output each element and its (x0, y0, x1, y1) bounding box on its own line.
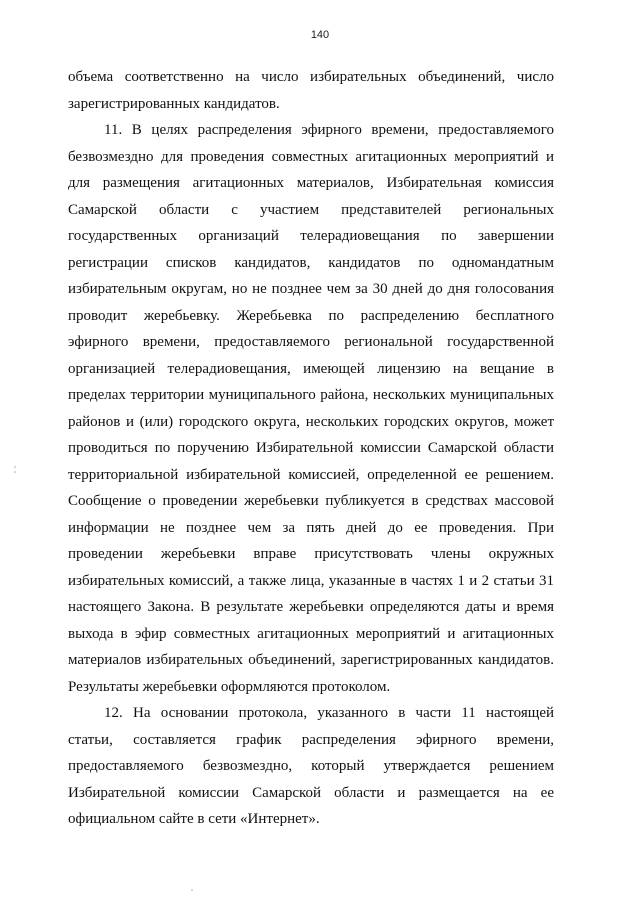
text-line: регистрации списков кандидатов, кандидатов по одномандатным (68, 254, 554, 271)
text-line: избирательным округам, но не позднее чем за 30 дней до дня голосования (68, 281, 554, 297)
text-line: Сообщение о проведении жеребьевки публикуется в средствах массовой (68, 493, 554, 509)
text-line: эфирного времени, предоставляемого региональной государственной (68, 334, 554, 350)
text-line: выхода в эфир совместных агитационных мероприятий и агитационных (68, 625, 554, 642)
paragraph (68, 117, 554, 700)
scan-speck (14, 471, 16, 473)
text-line: информации не позднее чем за пять дней до ее проведения. При (68, 519, 554, 536)
text-line: предоставляемого безвозмездно, который утверждается решением (68, 758, 554, 774)
text-line: организацией телерадиовещания, имеющей лицензию на вещание в (68, 360, 554, 377)
text-line: зарегистрированных кандидатов. (68, 95, 280, 112)
text-line: для размещения агитационных материалов, Избирательная комиссия (68, 175, 554, 191)
text-line: объема соответственно на число избирательных объединений, число (68, 69, 554, 85)
scan-speck (14, 466, 16, 468)
text-line: Результаты жеребьевки оформляются протоколом. (68, 678, 391, 695)
text-line: 11. В целях распределения эфирного времени, предоставляемого (104, 122, 554, 138)
text-line: материалов избирательных объединений, зарегистрированных кандидатов. (68, 652, 554, 668)
text-line: настоящего Закона. В результате жеребьевки определяются даты и время (68, 599, 554, 615)
scan-speck (191, 889, 193, 891)
text-line: Избирательной комиссии Самарской области и размещается на ее (68, 784, 554, 801)
text-line: территориальной избирательной комиссией, определенной ее решением. (68, 466, 554, 483)
text-line: Самарской области с участием представителей региональных (68, 201, 554, 218)
text-line: официальном сайте в сети «Интернет». (68, 811, 320, 827)
paragraph (68, 700, 554, 833)
text-line: безвозмездно для проведения совместных агитационных мероприятий и (68, 148, 554, 165)
paragraph (68, 64, 554, 117)
text-line: проводиться по поручению Избирательной комиссии Самарской области (68, 440, 554, 456)
text-line: статьи, составляется график распределения эфирного времени, (68, 731, 554, 748)
page-number: 140 (310, 29, 330, 41)
document-body (68, 64, 554, 833)
text-line: государственных организаций телерадиовещания по завершении (68, 228, 554, 244)
text-line: проведении жеребьевки вправе присутствовать члены окружных (68, 546, 554, 562)
text-line: районов и (или) городского округа, нескольких городских округов, может (68, 413, 554, 430)
text-line: 12. На основании протокола, указанного в части 11 настоящей (104, 705, 554, 721)
text-line: пределах территории муниципального района, нескольких муниципальных (68, 387, 554, 403)
text-line: проводит жеребьевку. Жеребьевка по распределению бесплатного (68, 307, 554, 324)
text-line: избирательных комиссий, а также лица, указанные в частях 1 и 2 статьи 31 (68, 572, 554, 589)
